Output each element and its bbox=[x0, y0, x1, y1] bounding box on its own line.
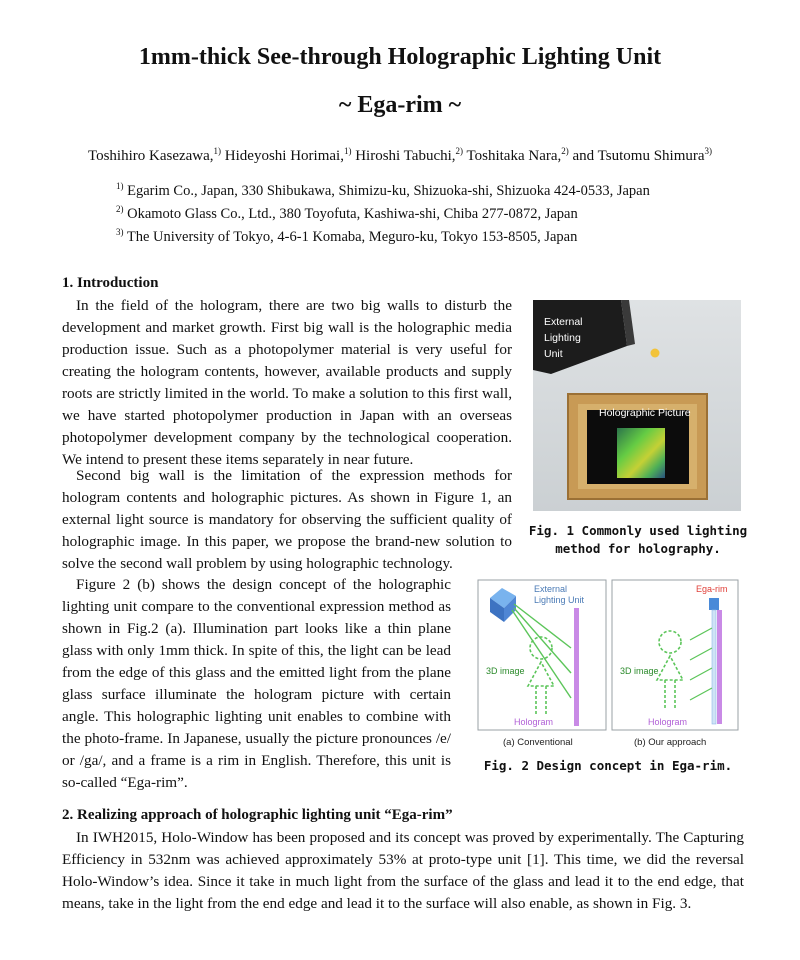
author-name: Toshihiro Kasezawa, bbox=[87, 148, 214, 164]
author-name: Toshitaka Nara, bbox=[463, 148, 562, 164]
paragraph-text: In the field of the hologram, there are two big walls to disturb the development and market growth. First big wall is the holographic media production issue. Such as a photopolymer material is very useful for creating the hologram contents, however, available products and supply roots are strictly limited in the world. To make a solution to this first wall, we have started photopolymer production in Japan with an overseas photopolymer development company by the technological cooperation. We intend to present these items separately in near future. bbox=[62, 297, 512, 468]
author-affiliation-mark: 3) bbox=[704, 146, 713, 156]
author-affiliation-mark: 1) bbox=[343, 146, 352, 156]
paper-title-line1: 1mm-thick See-through Holographic Lighting Unit bbox=[138, 44, 662, 70]
fig2-label-hologram-a: Hologram bbox=[514, 717, 554, 727]
intro-paragraph-3 bbox=[62, 574, 451, 794]
fig2-label-external-2: Lighting Unit bbox=[534, 595, 585, 605]
ega-rim-glass bbox=[712, 610, 716, 724]
affiliation-text: Okamoto Glass Co., Ltd., 380 Toyofuta, Kashiwa-shi, Chiba 277-0872, Japan bbox=[123, 205, 578, 222]
author-list bbox=[0, 146, 800, 165]
fig2-label-3d-image-a: 3D image bbox=[486, 666, 525, 676]
section2-paragraph-1 bbox=[62, 827, 744, 915]
author-affiliation-mark: 1) bbox=[213, 146, 222, 156]
affiliation bbox=[116, 200, 650, 223]
fig1-label-holographic-picture: Holographic Picture bbox=[599, 407, 691, 419]
fig1-label-external-1: External bbox=[544, 316, 583, 328]
figure-2-diagram bbox=[476, 578, 740, 754]
author-name: Hideyoshi Horimai, bbox=[221, 148, 344, 164]
pin-marker bbox=[651, 349, 660, 358]
paper-title-line2: ~ Ega-rim ~ bbox=[338, 92, 462, 118]
affiliation-list bbox=[116, 177, 650, 245]
author-affiliation-mark: 2) bbox=[561, 146, 569, 156]
intro-paragraph-1 bbox=[62, 295, 512, 471]
ega-rim-light-source bbox=[709, 598, 719, 610]
author-name: and Tsutomu Shimura bbox=[568, 148, 705, 164]
caption-line: Fig. 1 Commonly used lighting bbox=[528, 523, 748, 538]
section-heading-realizing-approach: 2. Realizing approach of holographic lighting unit “Ega-rim” bbox=[62, 807, 453, 823]
hologram-plate-a bbox=[574, 608, 579, 726]
section-heading-introduction: 1. Introduction bbox=[62, 275, 159, 291]
fig2-label-egarim: Ega-rim bbox=[696, 584, 728, 594]
paragraph-text: Figure 2 (b) shows the design concept of the holographic lighting unit compare to the conventional expression method as shown in Fig.2 (a). Illumination part looks like a thin plane glass with only 1mm thick. In spite of this, the light can be lead from the edge of this glass and the emitted light from the plane glass surface illuminate the hologram picture with certain angle. This holographic lighting unit enables to combine with the photo-frame. In Japanese, usually the picture pronounces /e/ or /ga/, and a frame is a rim in English. Therefore, this unit is so-called “Ega-rim”. bbox=[62, 576, 451, 791]
affiliation-mark: 2) bbox=[116, 203, 124, 214]
paragraph-text: In IWH2015, Holo-Window has been proposed and its concept was proved by experimentally. The Capturing Efficiency in 532nm was achieved approximately 53% at proto-type unit [1]. This time, we did the reversal Holo-Window’s idea. Since it take in much light from the surface of the glass and lead it to the end edge, that means, take in the light from the end edge and lead it to the surface will also enable, as shown in Fig. 3. bbox=[62, 829, 744, 912]
fig2-label-3d-image-b: 3D image bbox=[620, 666, 659, 676]
author-name: Hiroshi Tabuchi, bbox=[351, 148, 456, 164]
fig2-label-hologram-b: Hologram bbox=[648, 717, 688, 727]
intro-paragraph-2 bbox=[62, 465, 512, 575]
affiliation-text: The University of Tokyo, 4-6-1 Komaba, Meguro-ku, Tokyo 153-8505, Japan bbox=[123, 228, 578, 245]
paragraph-text: Second big wall is the limitation of the expression methods for hologram contents and holographic pictures. As shown in Figure 1, an external light source is mandatory for observing the sufficient quality of holographic image. In this paper, we propose the brand-new solution to solve the second wall problem by using holographic technology. bbox=[62, 467, 512, 572]
fig2-label-our-approach: (b) Our approach bbox=[634, 737, 707, 748]
hologram-glow bbox=[617, 428, 665, 478]
fig1-label-external-3: Unit bbox=[544, 348, 563, 360]
figure-2-caption: Fig. 2 Design concept in Ega-rim. bbox=[483, 758, 733, 773]
affiliation-text: Egarim Co., Japan, 330 Shibukawa, Shimizu-ku, Shizuoka-shi, Shizuoka 424-0533, Japan bbox=[123, 182, 650, 199]
affiliation bbox=[116, 177, 650, 200]
caption-line: method for holography. bbox=[555, 541, 721, 556]
author-affiliation-mark: 2) bbox=[455, 146, 464, 156]
figure-1-photo bbox=[533, 300, 741, 511]
fig1-label-external-2: Lighting bbox=[544, 332, 581, 344]
fig2-label-external-1: External bbox=[534, 584, 568, 594]
affiliation-mark: 1) bbox=[116, 181, 124, 191]
affiliation bbox=[116, 223, 650, 246]
fig2-label-conventional: (a) Conventional bbox=[503, 737, 573, 748]
hologram-plate-b bbox=[717, 610, 722, 724]
figure-1-caption bbox=[528, 522, 748, 558]
affiliation-mark: 3) bbox=[116, 226, 124, 237]
